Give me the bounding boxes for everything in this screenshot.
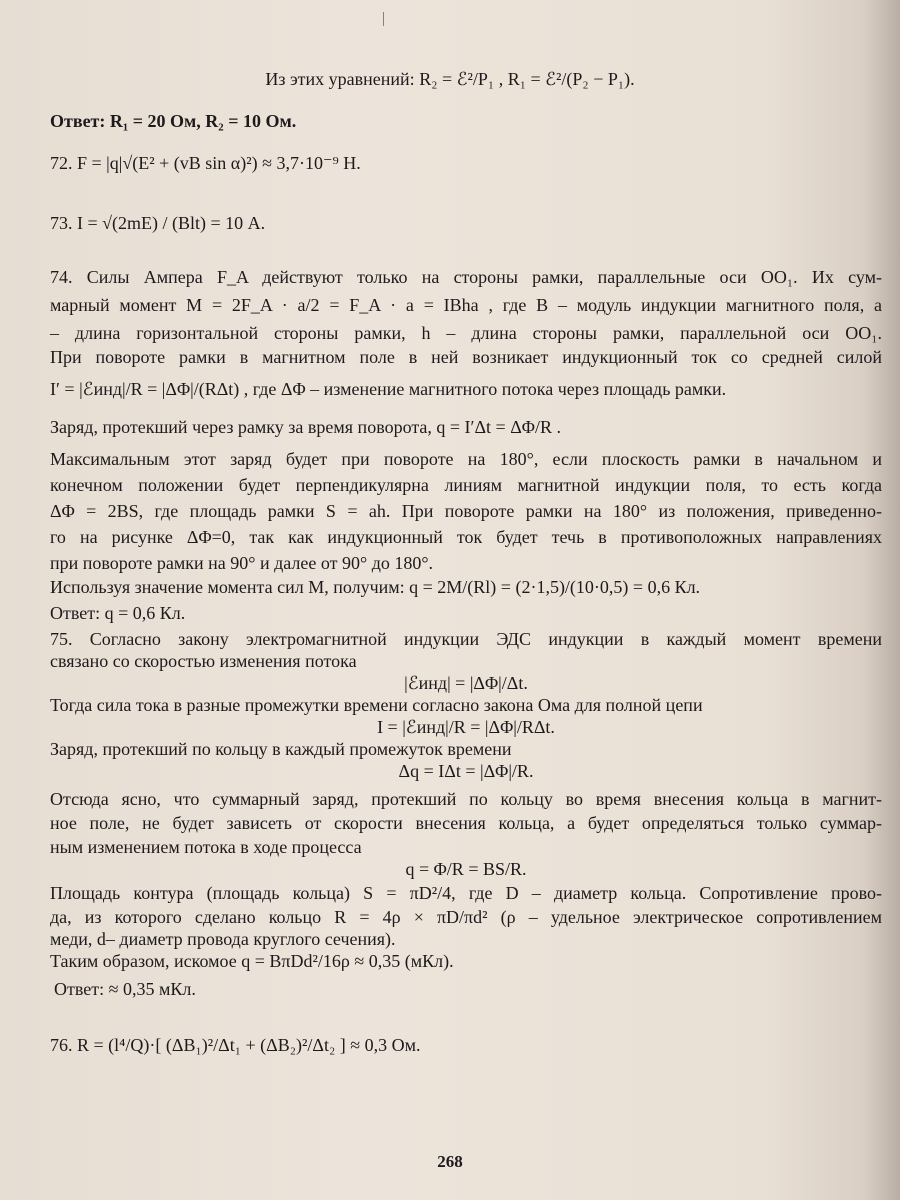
text-line: марный момент M = 2F_A · a/2 = F_A · a = IBha , где B – модуль индукции магнитного поля, a	[50, 295, 882, 315]
answer-line: Ответ: ≈ 0,35 мКл.	[54, 979, 196, 999]
formula-line: I = |ℰинд|/R = |ΔΦ|/RΔt.	[377, 717, 555, 737]
text-line: Площадь контура (площадь кольца) S = πD²/4, где D – диаметр кольца. Сопротивление прово-	[50, 883, 882, 903]
text-line: меди, d– диаметр провода круглого сечения).	[50, 929, 396, 949]
text-line: Таким образом, искомое q = BπDd²/16ρ ≈ 0,35 (мКл).	[50, 951, 454, 971]
answer-line: Ответ: R₁ = 20 Ом, R₂ = 10 Ом.	[50, 111, 297, 131]
text-line: связано со скоростью изменения потока	[50, 651, 357, 671]
text-line: Максимальным этот заряд будет при повороте на 180°, если плоскость рамки в начальном и	[50, 449, 882, 469]
text-line: Заряд, протекший через рамку за время поворота, q = I′Δt = ΔΦ/R .	[50, 417, 561, 437]
text-line: Отсюда ясно, что суммарный заряд, протекший по кольцу во время внесения кольца в магнит-	[50, 789, 882, 809]
text-line: При повороте рамки в магнитном поле в ней возникает индукционный ток со средней силой	[50, 347, 882, 367]
formula-line: Из этих уравнений: R₂ = ℰ²/P₁ , R₁ = ℰ²/(P₂ − P₁).	[265, 69, 635, 89]
formula-line: |ℰинд| = |ΔΦ|/Δt.	[404, 673, 528, 693]
text-line: – длина горизонтальной стороны рамки, h – длина стороны рамки, параллельной оси OO₁.	[50, 323, 882, 343]
text-line: конечном положении будет перпендикулярна линиям магнитной индукции поля, то есть когда	[50, 475, 882, 495]
problem-72: 72. F = |q|√(E² + (vB sin α)²) ≈ 3,7·10⁻⁹ Н.	[50, 153, 361, 173]
text-line: ным изменением потока в ходе процесса	[50, 837, 362, 857]
text-line: ΔΦ = 2BS, где площадь рамки S = ah. При повороте рамки на 180° из положения, приведенно-	[50, 501, 882, 521]
problem-73: 73. I = √(2mE) / (Blt) = 10 А.	[50, 213, 266, 233]
text-line: да, из которого сделано кольцо R = 4ρ × πD/πd² (ρ – удельное электрическое сопротивлением	[50, 907, 882, 927]
formula-line: q = Φ/R = BS/R.	[405, 859, 527, 879]
text-line: Заряд, протекший по кольцу в каждый промежуток времени	[50, 739, 512, 759]
formula-line: Δq = IΔt = |ΔΦ|/R.	[398, 761, 534, 781]
text-line: ное поле, не будет зависеть от скорости внесения кольца, а будет определяться только суммар-	[50, 813, 882, 833]
text-line: Используя значение момента сил M, получим: q = 2M/(Rl) = (2·1,5)/(10·0,5) = 0,6 Кл.	[50, 577, 701, 597]
text-line: при повороте рамки на 90° и далее от 90° до 180°.	[50, 553, 434, 573]
text-line: го на рисунке ΔΦ=0, так как индукционный ток будет течь в противоположных направлениях	[50, 527, 882, 547]
text-line: 75. Согласно закону электромагнитной индукции ЭДС индукции в каждый момент времени	[50, 629, 882, 649]
margin-mark	[383, 12, 384, 26]
problem-76: 76. R = (l⁴/Q)·[ (ΔB₁)²/Δt₁ + (ΔB₂)²/Δt₂ ] ≈ 0,3 Ом.	[50, 1035, 421, 1055]
page-number: 268	[437, 1152, 463, 1171]
text-line: 74. Силы Ампера F_A действуют только на стороны рамки, параллельные оси OO₁. Их сум-	[50, 267, 882, 287]
text-line: Тогда сила тока в разные промежутки времени согласно закона Ома для полной цепи	[50, 695, 703, 715]
text-line: I′ = |ℰинд|/R = |ΔΦ|/(RΔt) , где ΔΦ – изменение магнитного потока через площадь рамки.	[50, 379, 727, 399]
answer-line: Ответ: q = 0,6 Кл.	[50, 603, 186, 623]
